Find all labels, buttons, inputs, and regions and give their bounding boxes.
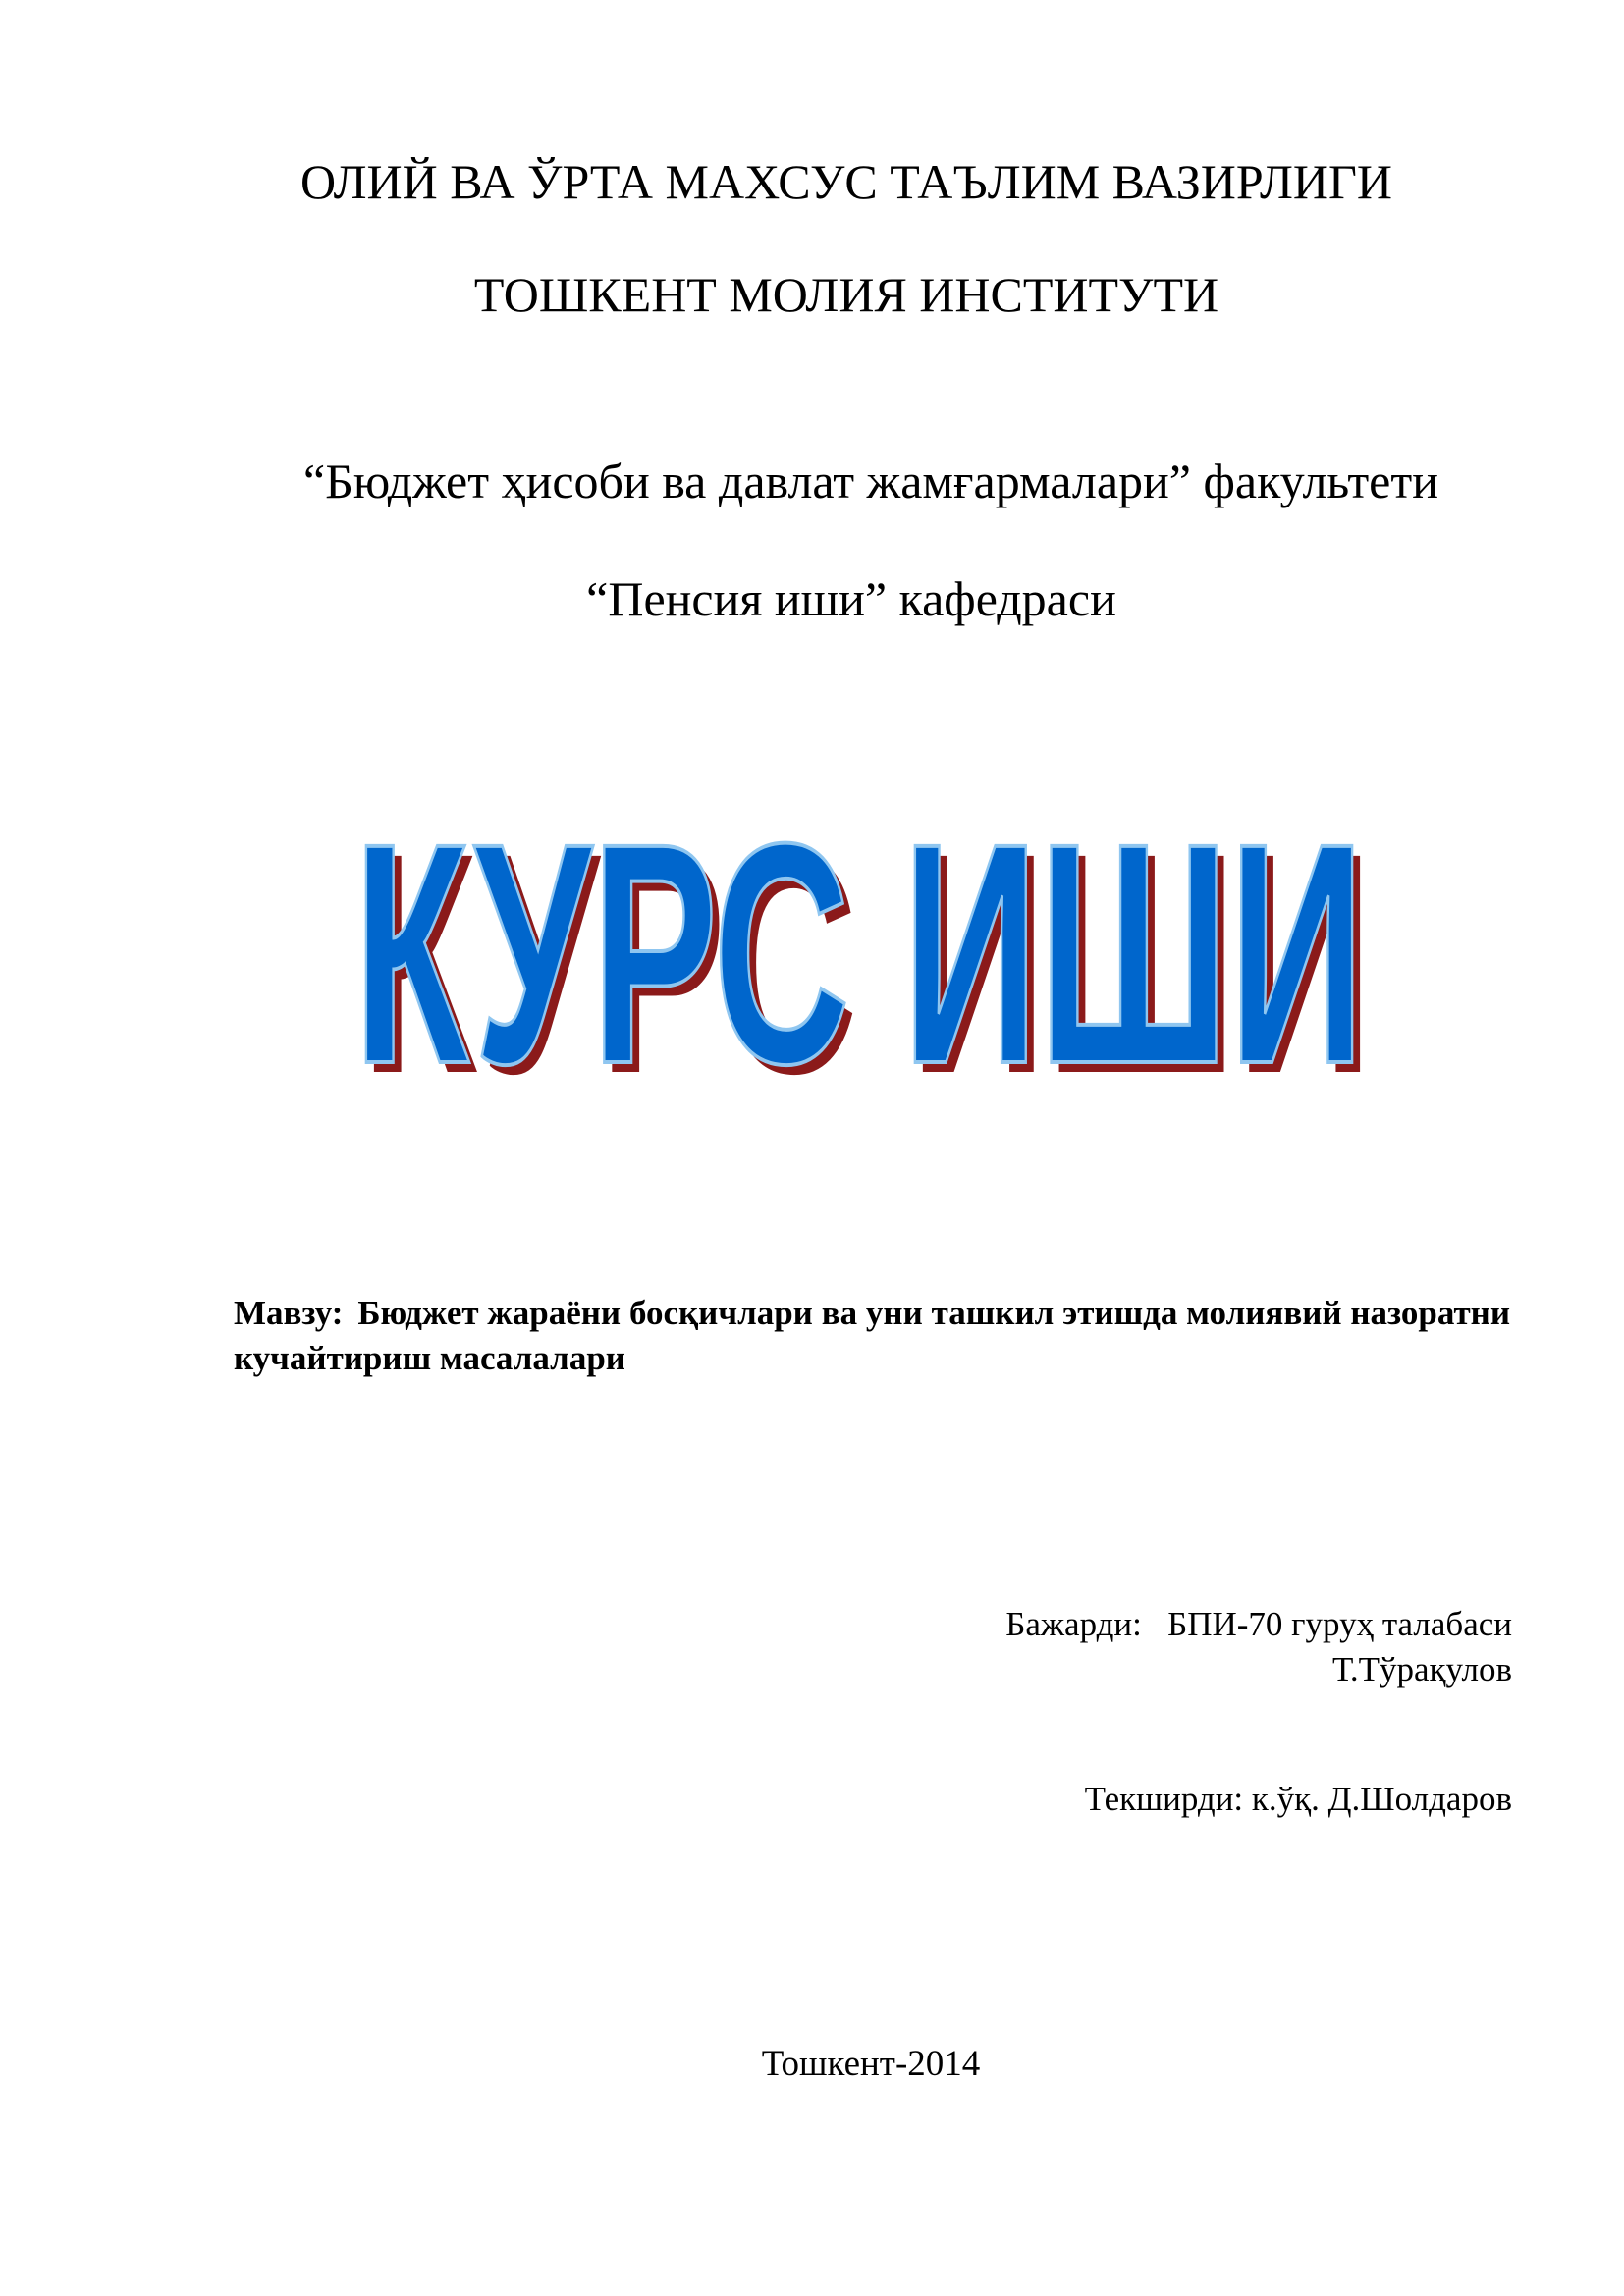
performed-group: БПИ-70 гуруҳ талабаси (1167, 1605, 1512, 1643)
checked-name: к.ўқ. Д.Шолдаров (1251, 1780, 1512, 1818)
performed-label: Бажарди: (1005, 1605, 1142, 1643)
course-work-title (353, 785, 1384, 1109)
course-work-title-art (353, 785, 1384, 1109)
topic-block (234, 1291, 1510, 1381)
course-work-title-text: КУРС ИШИ (353, 785, 1365, 1109)
topic-label: Мавзу: (234, 1294, 344, 1332)
performed-by-block (1005, 1602, 1512, 1692)
faculty-heading: “Бюджет ҳисоби ва давлат жамғармалари” факультети (303, 454, 1438, 508)
ministry-heading: ОЛИЙ ВА ЎРТА МАХСУС ТАЪЛИМ ВАЗИРЛИГИ (300, 154, 1392, 209)
topic-text: Бюджет жараёни босқичлари ва уни ташкил этишда молиявий назоратни кучайтириш масалалари (234, 1294, 1510, 1377)
institute-heading: ТОШКЕНТ МОЛИЯ ИНСТИТУТИ (473, 267, 1219, 322)
checked-label: Текширди: (1084, 1780, 1244, 1818)
checked-by-block (1085, 1777, 1512, 1822)
performed-name: Т.Тўрақулов (1332, 1650, 1512, 1688)
department-heading: “Пенсия иши” кафедраси (586, 571, 1116, 626)
course-work-title-shadow: КУРС ИШИ (361, 787, 1373, 1109)
city-year: Тошкент-2014 (761, 2044, 981, 2084)
